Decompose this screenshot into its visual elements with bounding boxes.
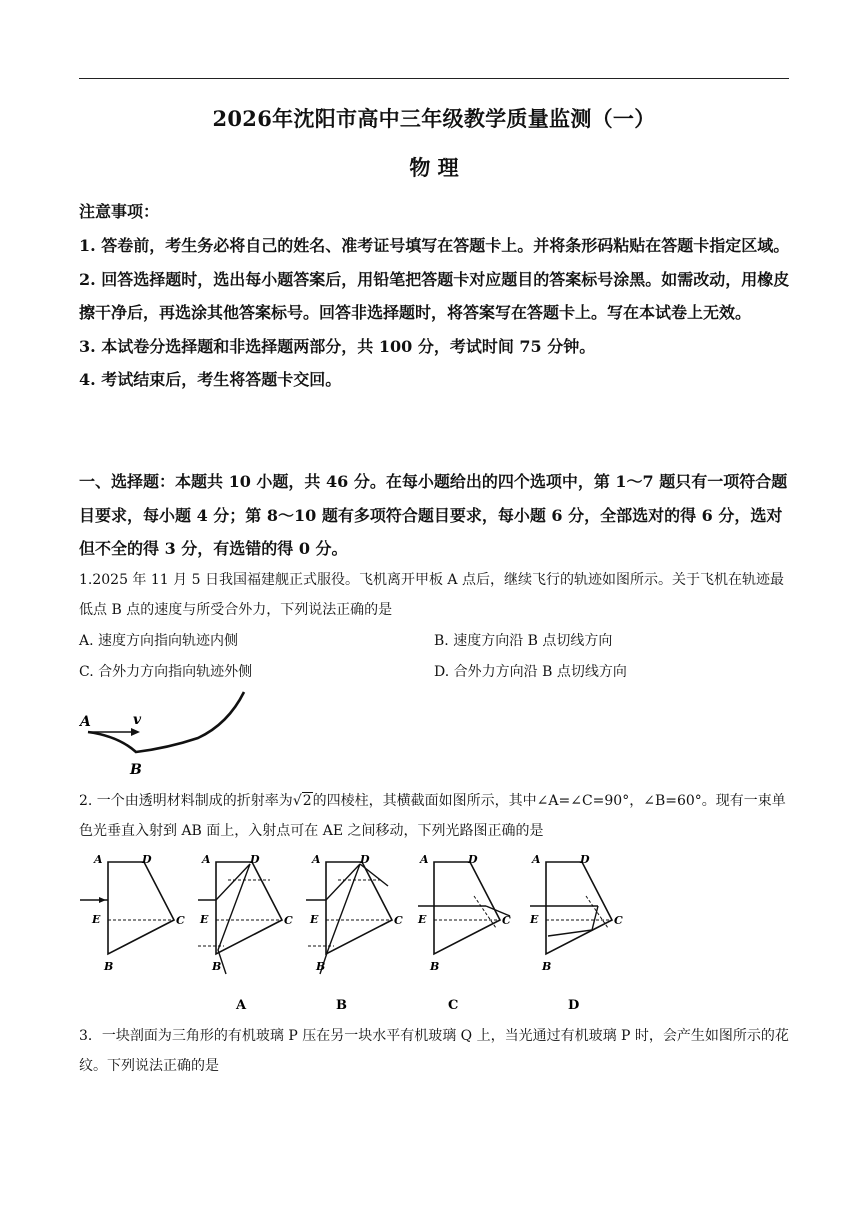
notice-heading: 注意事项： xyxy=(79,202,160,221)
svg-text:D: D xyxy=(250,853,260,866)
choice-c-label: C xyxy=(448,998,459,1013)
notice-item: 1. 答卷前，考生务必将自己的姓名、准考证号填写在答题卡上。并将条形码粘贴在答题卡指定区域。 xyxy=(79,236,790,255)
svg-text:B: B xyxy=(104,960,114,973)
svg-text:B: B xyxy=(430,960,440,973)
prism-diagram xyxy=(80,853,185,973)
question-2-figure xyxy=(78,850,638,1015)
svg-text:C: C xyxy=(502,914,511,927)
svg-text:C: C xyxy=(176,914,185,927)
choice-d-label: D xyxy=(568,998,580,1013)
velocity-arrowhead xyxy=(131,728,140,736)
svg-text:A: A xyxy=(420,853,429,866)
svg-text:B: B xyxy=(542,960,552,973)
svg-text:C: C xyxy=(284,914,293,927)
svg-text:E: E xyxy=(200,913,209,926)
question-1-figure xyxy=(78,688,253,780)
choice-a-label: A xyxy=(236,998,247,1013)
choice-d-diagram[interactable] xyxy=(529,853,623,1013)
svg-text:A: A xyxy=(202,853,211,866)
choice-a-diagram[interactable] xyxy=(198,853,293,1013)
prism-outline xyxy=(108,862,174,954)
svg-text:D: D xyxy=(142,853,152,866)
section-intro xyxy=(79,465,791,566)
option-a[interactable]: A. 速度方向指向轨迹内侧 xyxy=(79,633,239,649)
svg-text:C: C xyxy=(614,914,623,927)
point-a-label: A xyxy=(80,714,91,730)
option-c[interactable]: C. 合外力方向指向轨迹外侧 xyxy=(79,664,253,680)
choice-b-diagram[interactable] xyxy=(306,853,403,1013)
notice-item: 2. 回答选择题时，选出每小题答案后，用铅笔把答题卡对应题目的答案标号涂黑。如需改动，用橡皮擦干净后，再选涂其他答案标号。回答非选择题时，将答案写在答题卡上。写在本试卷上无效。 xyxy=(79,269,790,323)
question-2-stem xyxy=(79,786,791,846)
question-1-text: 1.2025 年 11 月 5 日我国福建舰正式服役。飞机离开甲板 A 点后，继续飞行的轨迹如图所示。关于飞机在轨迹最低点 B 点的速度与所受合外力，下列说法正确的是 xyxy=(79,572,784,618)
exam-subject: 物 理 xyxy=(409,155,459,180)
notice-item: 3. 本试卷分选择题和非选择题两部分，共 100 分，考试时间 75 分钟。 xyxy=(79,336,596,356)
question-2-text: 2. 一个由透明材料制成的折射率为√2的四棱柱，其横截面如图所示，其中∠A=∠C=90°，∠B=60°。现有一束单色光垂直入射到 AB 面上，入射点可在 AE 之间移动，下列光路图正确的是 xyxy=(79,786,791,846)
svg-text:B: B xyxy=(212,960,222,973)
svg-text:E: E xyxy=(418,913,427,926)
svg-text:A: A xyxy=(532,853,541,866)
svg-text:E: E xyxy=(530,913,539,926)
point-b-label: B xyxy=(130,762,142,778)
svg-text:D: D xyxy=(580,853,590,866)
question-3-text: 3．一块剖面为三角形的有机玻璃 P 压在另一块水平有机玻璃 Q 上，当光通过有机玻璃 P 时，会产生如图所示的花纹。下列说法正确的是 xyxy=(79,1028,789,1074)
svg-text:B: B xyxy=(316,960,326,973)
exam-title: 2026年沈阳市高中三年级教学质量监测（一） xyxy=(212,106,656,131)
notice-item: 4. 考试结束后，考生将答题卡交回。 xyxy=(79,370,342,390)
svg-text:A: A xyxy=(94,853,103,866)
option-b[interactable]: B. 速度方向沿 B 点切线方向 xyxy=(434,633,613,649)
svg-text:C: C xyxy=(394,914,403,927)
notice-list xyxy=(79,229,791,397)
question-1-stem xyxy=(79,565,791,625)
svg-text:A: A xyxy=(312,853,321,866)
option-d[interactable]: D. 合外力方向沿 B 点切线方向 xyxy=(434,664,627,680)
flight-trajectory xyxy=(88,692,244,752)
velocity-label: v xyxy=(133,712,142,728)
header-rule xyxy=(79,78,789,79)
sqrt-symbol: √2 xyxy=(292,793,312,809)
svg-text:D: D xyxy=(360,853,370,866)
section-intro-text: 一、选择题：本题共 10 小题，共 46 分。在每小题给出的四个选项中，第 1～7 题只有一项符合题目要求，每小题 4 分；第 8～10 题有多项符合题目要求，每小题 6 分，全部选对的得 6 分，选对但不全的得 3 分，有选错的得 0 分。 xyxy=(79,472,788,559)
svg-text:E: E xyxy=(310,913,319,926)
choice-b-label: B xyxy=(336,998,347,1013)
question-3-stem xyxy=(79,1021,791,1081)
svg-text:D: D xyxy=(468,853,478,866)
choice-c-diagram[interactable] xyxy=(417,853,511,1013)
svg-text:E: E xyxy=(92,913,101,926)
